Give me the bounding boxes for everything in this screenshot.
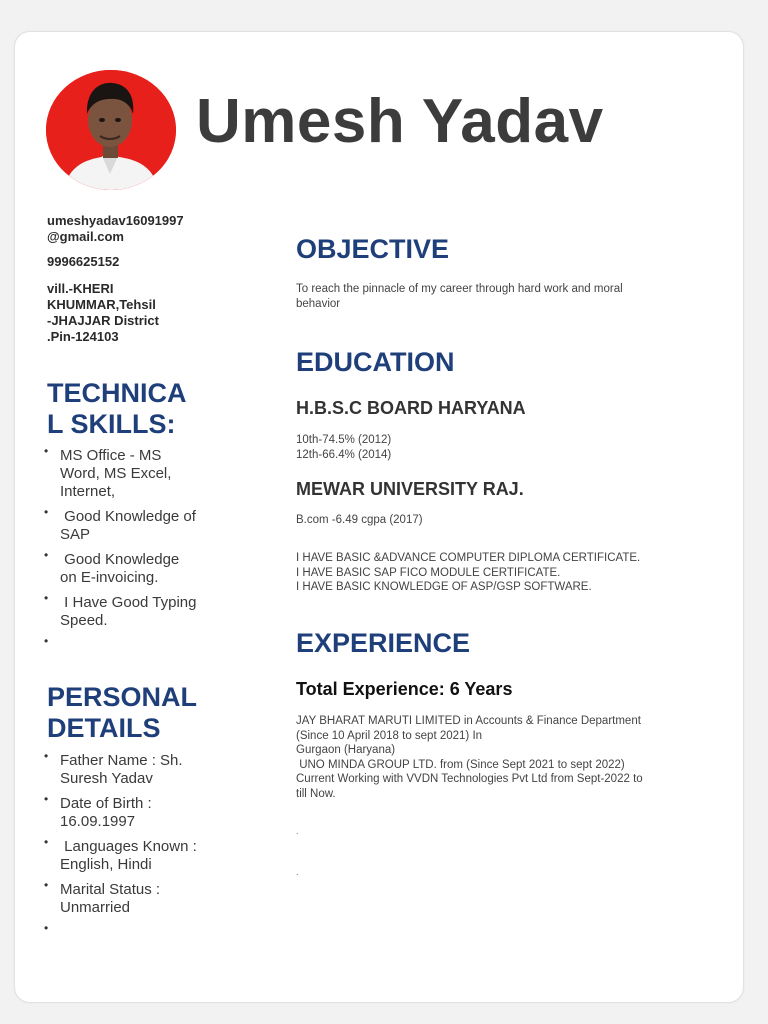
university-score: B.com -6.49 cgpa (2017) (296, 514, 423, 526)
email-address (47, 213, 257, 245)
list-item (44, 591, 229, 630)
detail-text: Suresh Yadav (60, 770, 153, 787)
objective-heading: OBJECTIVE (296, 234, 450, 264)
experience-line-5: Current Working with VVDN Technologies Pvt Ltd from Sept-2022 to (296, 773, 643, 785)
personal-details-heading (47, 682, 257, 744)
email-line-1: umeshyadav16091997 (47, 213, 184, 228)
education-section (296, 347, 455, 378)
certificate-line-2: I HAVE BASIC SAP FICO MODULE CERTIFICATE. (296, 566, 561, 579)
contact-block (47, 213, 257, 345)
bullet-icon: • (44, 878, 49, 892)
bullet-icon: • (44, 835, 49, 849)
education-heading: EDUCATION (296, 347, 455, 377)
empty-item (60, 924, 229, 938)
objective-section (296, 234, 623, 311)
list-item (44, 921, 229, 938)
address-line-2: KHUMMAR,Tehsil (47, 297, 156, 312)
experience-section (296, 628, 470, 659)
bullet-icon: • (44, 444, 49, 458)
profile-photo (46, 70, 176, 190)
address (47, 281, 257, 345)
bullet-icon: • (44, 505, 49, 519)
bullet-icon: • (44, 921, 49, 935)
technical-skills-heading (47, 378, 247, 440)
phone-number: 9996625152 (47, 254, 120, 269)
detail-text: Father Name : Sh. (60, 752, 183, 769)
school-name: H.B.S.C BOARD HARYANA (296, 398, 526, 418)
experience-line-6: till Now. (296, 787, 336, 800)
certificate-line-1: I HAVE BASIC &ADVANCE COMPUTER DIPLOMA CERTIFICATE. (296, 552, 641, 564)
personal-details-heading-line-2: DETAILS (47, 713, 161, 743)
list-item (44, 444, 229, 501)
list-item (44, 792, 229, 831)
personal-details-heading-line-1: PERSONAL (47, 682, 198, 712)
bullet-icon: • (44, 634, 49, 648)
certificates-block (296, 551, 640, 595)
list-item (44, 634, 229, 651)
skill-text: MS Office - MS (60, 447, 162, 464)
list-item (44, 835, 229, 874)
skill-text: on E-invoicing. (60, 569, 159, 586)
experience-heading: EXPERIENCE (296, 628, 471, 658)
stray-dot: . (296, 826, 299, 836)
experience-line-1: JAY BHARAT MARUTI LIMITED in Accounts & Finance Department (296, 715, 641, 727)
skill-text: I Have Good Typing (60, 594, 197, 611)
experience-details (296, 714, 643, 801)
bullet-icon: • (44, 548, 49, 562)
list-item (44, 548, 229, 587)
bullet-icon: • (44, 749, 49, 763)
email-line-2: @gmail.com (47, 229, 124, 244)
experience-line-3: Gurgaon (Haryana) (296, 744, 396, 756)
detail-text: Marital Status : (60, 881, 161, 898)
skill-text: Internet, (60, 483, 116, 500)
list-item (44, 749, 229, 788)
list-item (44, 505, 229, 544)
experience-total (296, 679, 512, 700)
empty-item (60, 637, 229, 651)
university-name: MEWAR UNIVERSITY RAJ. (296, 479, 524, 499)
address-line-1: vill.-KHERI (47, 281, 114, 296)
technical-skills-list (44, 444, 229, 658)
bullet-icon: • (44, 792, 49, 806)
technical-skills-heading-line-2: L SKILLS: (47, 409, 176, 439)
technical-skills-heading-line-1: TECHNICA (47, 378, 187, 408)
skill-text: Word, MS Excel, (60, 465, 172, 482)
experience-line-4: UNO MINDA GROUP LTD. from (Since Sept 2021 to sept 2022) (296, 758, 625, 771)
candidate-name: Umesh Yadav (196, 87, 604, 156)
profile-photo-illustration (46, 70, 176, 190)
objective-text-line-1: To reach the pinnacle of my career through hard work and moral (296, 283, 623, 295)
stray-dot: . (296, 867, 299, 877)
detail-text: Unmarried (60, 899, 131, 916)
detail-text: Date of Birth : (60, 795, 152, 812)
experience-line-2: (Since 10 April 2018 to sept 2021) In (296, 729, 483, 742)
school-score-12th: 12th-66.4% (2014) (296, 448, 392, 461)
address-line-3: -JHAJJAR District (47, 313, 159, 328)
objective-text-line-2: behavior (296, 297, 341, 310)
personal-details-list (44, 749, 229, 945)
university-block (296, 479, 524, 528)
detail-text: English, Hindi (60, 856, 152, 873)
detail-text: 16.09.1997 (60, 813, 136, 830)
school-block (296, 398, 526, 462)
bullet-icon: • (44, 591, 49, 605)
total-experience: Total Experience: 6 Years (296, 679, 513, 699)
skill-text: SAP (60, 526, 91, 543)
school-score-10th: 10th-74.5% (2012) (296, 434, 392, 446)
skill-text: Speed. (60, 612, 108, 629)
list-item (44, 878, 229, 917)
skill-text: Good Knowledge (60, 551, 180, 568)
address-line-4: .Pin-124103 (47, 329, 119, 344)
skill-text: Good Knowledge of (60, 508, 196, 525)
detail-text: Languages Known : (60, 838, 197, 855)
certificate-line-3: I HAVE BASIC KNOWLEDGE OF ASP/GSP SOFTWARE. (296, 581, 592, 593)
